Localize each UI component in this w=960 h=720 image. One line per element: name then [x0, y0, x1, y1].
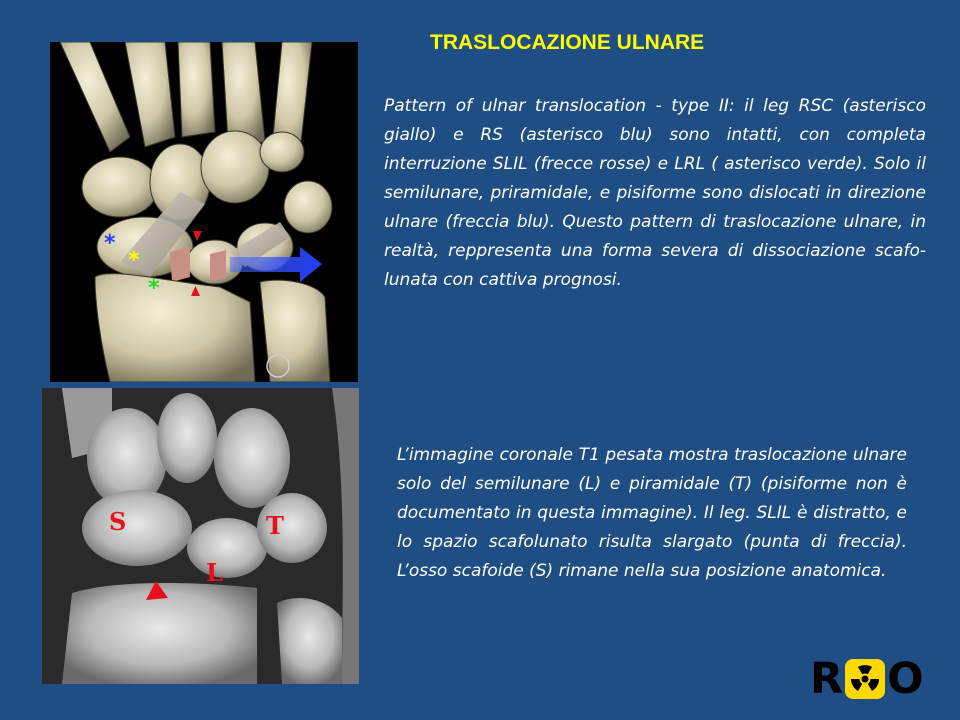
mri-drawing — [42, 388, 359, 684]
green-asterisk: * — [148, 276, 160, 301]
label-t: T — [266, 511, 284, 540]
rlo-logo — [810, 656, 924, 702]
mri-coronal-t1-image — [42, 388, 359, 684]
slide-title: TRASLOCAZIONE ULNARE — [430, 31, 705, 54]
description-bottom: L’immagine coronale T1 pesata mostra traslocazione ulnare solo del semilunare (L) e piramidale (T) (pisiforme non è documentato in questa immagine). Il leg. SLIL è distratto, e lo spazio scafolunato risulta slargato (punta di freccia). L’osso scafoide (S) rimane nella sua posizione anatomica. — [397, 445, 907, 581]
description-top: Pattern of ulnar translocation - type II: il leg RSC (asterisco giallo) e RS (asterisco blu) sono intatti, con completa interruzione SLIL (frecce rosse) e LRL ( asterisco verde). Solo il semilunare, priramidale, e pisiforme sono dislocati in direzione ulnare (freccia blu). Questo pattern di traslocazione ulnare, in realtà, reppresenta una forma severa di dissociazione scafo-lunata con cattiva prognosi. — [384, 96, 926, 290]
wrist-3d-illustration — [50, 42, 358, 382]
logo-letter-r: R — [810, 654, 844, 704]
radiation-icon — [845, 659, 885, 699]
blue-asterisk: * — [104, 231, 116, 256]
label-l: L — [206, 558, 223, 587]
label-s: S — [109, 507, 127, 536]
wrist-bones-drawing — [50, 42, 358, 382]
yellow-asterisk: * — [128, 248, 140, 273]
logo-letter-o: O — [887, 654, 924, 704]
